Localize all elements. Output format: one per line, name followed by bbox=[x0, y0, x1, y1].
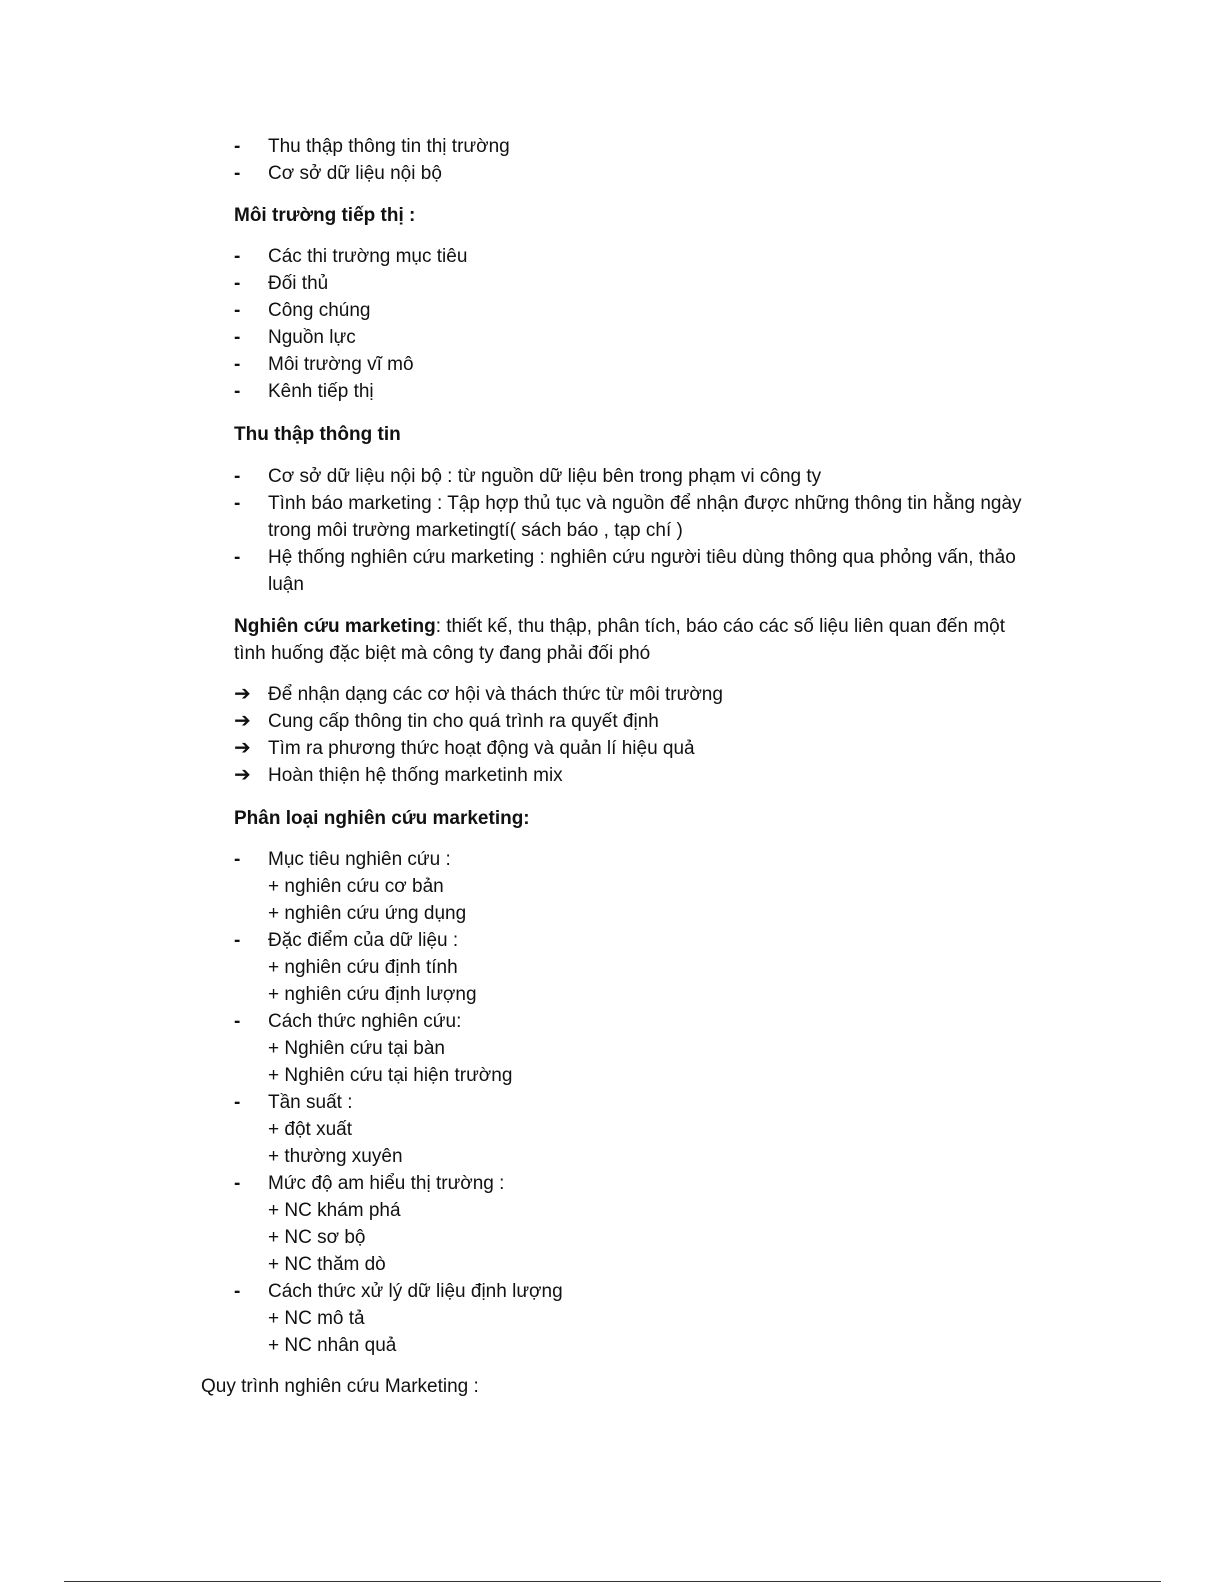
list-item: - Hệ thống nghiên cứu marketing : nghiên cứu người tiêu dùng thông qua phỏng vấn, thảo luận bbox=[234, 544, 1034, 598]
classification-list bbox=[234, 846, 1034, 1359]
dash-bullet: - bbox=[234, 547, 241, 568]
arrow-bullet-icon: ➔ bbox=[234, 683, 251, 705]
list-item: ➔ Hoàn thiện hệ thống marketinh mix bbox=[234, 762, 1034, 789]
dash-bullet: - bbox=[234, 1092, 241, 1113]
arrow-bullet-icon: ➔ bbox=[234, 764, 251, 786]
info-collection-list bbox=[234, 463, 1034, 598]
dash-bullet: - bbox=[234, 246, 241, 267]
list-item: - Tần suất : bbox=[234, 1089, 1034, 1116]
sub-item: + thường xuyên bbox=[268, 1146, 403, 1167]
sub-item: + NC nhân quả bbox=[268, 1335, 397, 1356]
marketing-research-definition bbox=[234, 613, 1034, 667]
list-item: - Cách thức nghiên cứu: bbox=[234, 1008, 1034, 1035]
classification-group bbox=[234, 846, 1034, 927]
list-item: - Cơ sở dữ liệu nội bộ bbox=[234, 160, 1034, 187]
list-item: - Nguồn lực bbox=[234, 324, 1034, 351]
info-collection-heading: Thu thập thông tin bbox=[234, 424, 401, 445]
classification-group bbox=[234, 1278, 1034, 1359]
dash-bullet: - bbox=[234, 163, 241, 184]
dash-bullet: - bbox=[234, 1173, 241, 1194]
dash-bullet: - bbox=[234, 1281, 241, 1302]
dash-bullet: - bbox=[234, 300, 241, 321]
marketing-environment-list bbox=[234, 243, 1034, 405]
market-info-list bbox=[234, 133, 1034, 187]
list-item: - Mức độ am hiểu thị trường : bbox=[234, 1170, 1034, 1197]
list-item: - Mục tiêu nghiên cứu : bbox=[234, 846, 1034, 873]
dash-bullet: - bbox=[234, 849, 241, 870]
marketing-environment-heading: Môi trường tiếp thị : bbox=[234, 205, 416, 226]
classification-group bbox=[234, 1089, 1034, 1170]
process-heading: Quy trình nghiên cứu Marketing : bbox=[201, 1376, 479, 1397]
list-item: - Cơ sở dữ liệu nội bộ : từ nguồn dữ liệu bên trong phạm vi công ty bbox=[234, 463, 1034, 490]
list-item: - Các thi trường mục tiêu bbox=[234, 243, 1034, 270]
definition-text: : thiết kế, thu thập, phân tích, báo cáo các số liệu liên quan đến một tình huống đặc biệt mà công ty đang phải đối phó bbox=[234, 616, 1006, 664]
dash-bullet: - bbox=[234, 136, 241, 157]
sub-item: + đột xuất bbox=[268, 1119, 352, 1140]
dash-bullet: - bbox=[234, 1011, 241, 1032]
sub-item: + NC sơ bộ bbox=[268, 1227, 366, 1248]
list-item: - Cách thức xử lý dữ liệu định lượng bbox=[234, 1278, 1034, 1305]
term-bold: Nghiên cứu marketing bbox=[234, 616, 436, 637]
list-item: - Đặc điểm của dữ liệu : bbox=[234, 927, 1034, 954]
arrow-bullet-icon: ➔ bbox=[234, 737, 251, 759]
sub-item: + nghiên cứu ứng dụng bbox=[268, 903, 467, 924]
dash-bullet: - bbox=[234, 466, 241, 487]
dash-bullet: - bbox=[234, 381, 241, 402]
list-item: - Tình báo marketing : Tập hợp thủ tục và nguồn để nhận được những thông tin hằng ngày trong môi trường marketingtí( sách báo , tạp chí ) bbox=[234, 490, 1034, 544]
list-item: - Môi trường vĩ mô bbox=[234, 351, 1034, 378]
sub-item: + NC mô tả bbox=[268, 1308, 365, 1329]
dash-bullet: - bbox=[234, 493, 241, 514]
classification-group bbox=[234, 1008, 1034, 1089]
research-purpose-list bbox=[234, 681, 1034, 789]
list-item: - Thu thập thông tin thị trường bbox=[234, 133, 1034, 160]
dash-bullet: - bbox=[234, 327, 241, 348]
sub-item: + Nghiên cứu tại hiện trường bbox=[268, 1065, 513, 1086]
list-item: - Kênh tiếp thị bbox=[234, 378, 1034, 405]
arrow-bullet-icon: ➔ bbox=[234, 710, 251, 732]
list-item: ➔ Cung cấp thông tin cho quá trình ra quyết định bbox=[234, 708, 1034, 735]
sub-item: + nghiên cứu định lượng bbox=[268, 984, 477, 1005]
dash-bullet: - bbox=[234, 354, 241, 375]
sub-item: + Nghiên cứu tại bàn bbox=[268, 1038, 445, 1059]
sub-item: + NC thăm dò bbox=[268, 1254, 386, 1275]
dash-bullet: - bbox=[234, 930, 241, 951]
classification-group bbox=[234, 927, 1034, 1008]
sub-item: + nghiên cứu cơ bản bbox=[268, 876, 444, 897]
list-item: ➔ Tìm ra phương thức hoạt động và quản lí hiệu quả bbox=[234, 735, 1034, 762]
sub-item: + nghiên cứu định tính bbox=[268, 957, 458, 978]
sub-item: + NC khám phá bbox=[268, 1200, 401, 1221]
classification-heading: Phân loại nghiên cứu marketing: bbox=[234, 808, 530, 829]
classification-group bbox=[234, 1170, 1034, 1278]
list-item: ➔ Để nhận dạng các cơ hội và thách thức từ môi trường bbox=[234, 681, 1034, 708]
list-item: - Đối thủ bbox=[234, 270, 1034, 297]
page-bottom-divider bbox=[64, 1581, 1161, 1582]
dash-bullet: - bbox=[234, 273, 241, 294]
list-item: - Công chúng bbox=[234, 297, 1034, 324]
